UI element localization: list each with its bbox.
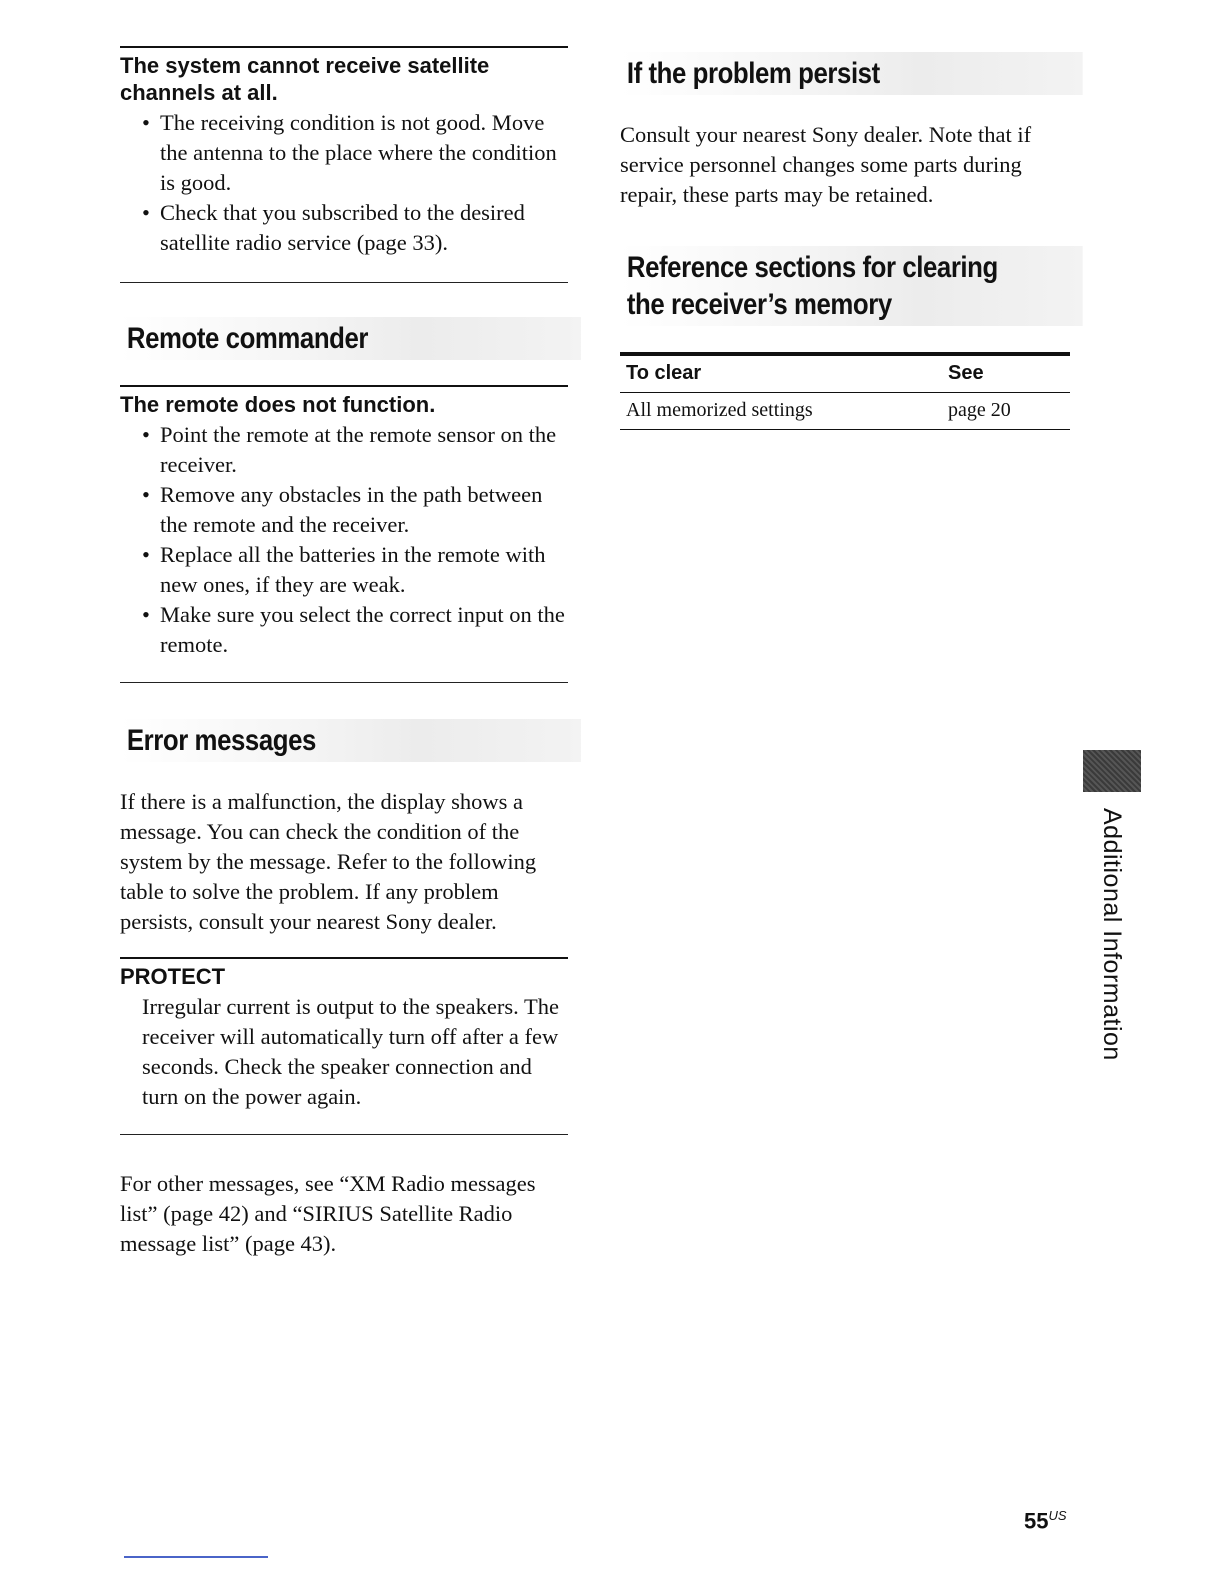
list-item: • Check that you subscribed to the desired satellite radio service (page 33).	[142, 198, 568, 258]
footer-line	[124, 1556, 268, 1558]
topic-satellite-title: The system cannot receive satellite channels at all.	[120, 46, 568, 106]
section-divider	[120, 682, 568, 683]
table-header-row	[620, 354, 1070, 393]
table-header-see: See	[942, 354, 1070, 393]
list-item: • Point the remote at the remote sensor on the receiver.	[142, 420, 568, 480]
error-intro-text: If there is a malfunction, the display shows a message. You can check the condition of the system by the message. Refer to the following table to solve the problem. If any problem persists, consult your nearest Sony dealer.	[120, 788, 537, 934]
page-number-suffix: US	[1048, 1508, 1067, 1523]
reference-sections-heading	[620, 246, 1083, 326]
problem-persist-heading: If the problem persist	[620, 52, 1083, 95]
other-messages-text: For other messages, see “XM Radio messages list” (page 42) and “SIRIUS Satellite Radio message list” (page 43).	[120, 1170, 536, 1256]
section-divider	[120, 1134, 568, 1135]
topic-remote	[120, 385, 568, 660]
reference-heading-line-1: Reference sections for clearing	[626, 250, 998, 284]
page-number-value: 55	[1024, 1508, 1049, 1534]
memory-reference-table	[620, 352, 1070, 430]
topic-remote-title: The remote does not function.	[120, 385, 568, 418]
topic-satellite	[120, 46, 568, 258]
list-item: • Replace all the batteries in the remote with new ones, if they are weak.	[142, 540, 568, 600]
topic-remote-bullets	[120, 420, 568, 660]
right-column	[620, 46, 1070, 430]
section-divider	[120, 282, 568, 283]
remote-commander-heading: Remote commander	[120, 317, 581, 360]
page-number	[1024, 1508, 1067, 1534]
left-column	[120, 46, 568, 1259]
table-cell-item: All memorized settings	[620, 392, 942, 429]
side-tab-label: Additional Information	[1098, 808, 1126, 1061]
table-cell-page: page 20	[942, 392, 1070, 429]
protect-title: PROTECT	[120, 957, 568, 990]
table-row	[620, 392, 1070, 429]
problem-persist-text: Consult your nearest Sony dealer. Note that if service personnel changes some parts during repair, these parts may be retained.	[620, 121, 1032, 207]
list-item: • The receiving condition is not good. Move the antenna to the place where the condition is good.	[142, 108, 568, 198]
protect-text: Irregular current is output to the speakers. The receiver will automatically turn off after a few seconds. Check the speaker connection and turn on the power again.	[142, 993, 559, 1109]
table-header-to-clear: To clear	[620, 354, 942, 393]
reference-heading-line-2: the receiver’s memory	[626, 287, 892, 321]
protect-entry	[120, 957, 568, 1112]
list-item: • Make sure you select the correct input on the remote.	[142, 600, 568, 660]
error-messages-heading: Error messages	[120, 719, 581, 762]
topic-satellite-bullets	[120, 108, 568, 258]
side-tab-marker	[1083, 750, 1141, 792]
list-item: • Remove any obstacles in the path between the remote and the receiver.	[142, 480, 568, 540]
